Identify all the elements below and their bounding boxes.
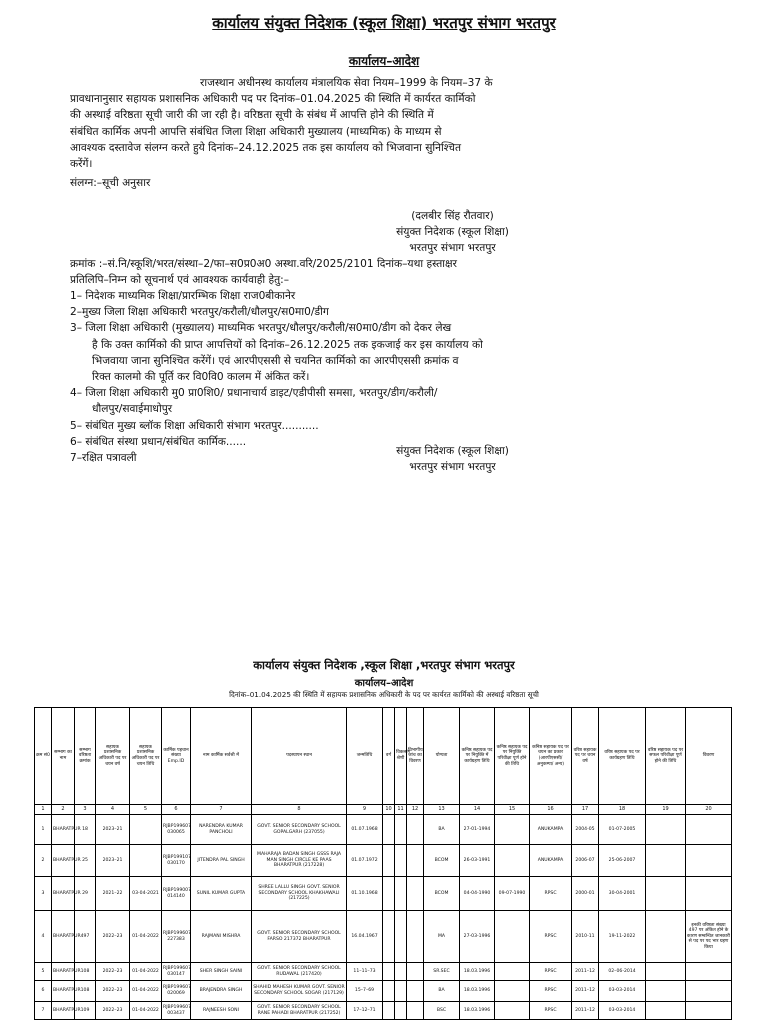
- table-cell: [495, 1002, 530, 1020]
- table-cell: 01-07-2005: [599, 815, 646, 845]
- table-cell: 2022–23: [96, 981, 130, 1002]
- table-cell: 108: [75, 981, 96, 1002]
- copy-item-cont: रिक्त कालमो की पूर्ति कर वि0वि0 कालम में अंकित करें।: [92, 371, 310, 384]
- table-cell: SR.SEC: [424, 963, 460, 981]
- header-cell: सम्भाग वरिष्ठता क्रमांक: [75, 708, 96, 805]
- reference-number: क्रमांक :–सं.नि/स्कूशि/भरत/संस्था–2/फा–स0प्र0अ0 अस्था.वरि/2025/2101 दिनांक–यथा हस्ताक्षर: [70, 258, 457, 270]
- header-cell: जन्मतिथि: [347, 708, 383, 805]
- column-number-cell: 20: [686, 805, 732, 815]
- table-cell: [646, 963, 686, 981]
- paragraph-line: प्रावधानानुसार सहायक प्रशासनिक अधिकारी पद पर दिनांक–01.04.2025 की स्थिति में कार्यरत कार्मिको: [70, 93, 476, 106]
- column-number-cell: 5: [130, 805, 162, 815]
- table-cell: RJBP199107 030170: [162, 845, 191, 877]
- table-cell: RPSC: [530, 981, 572, 1002]
- table-cell: [646, 845, 686, 877]
- paragraph-line: राजस्थान अधीनस्थ कार्यालय मंत्रालयिक सेवा नियम–1999 के नियम–37 के: [200, 77, 493, 89]
- paragraph-line: करेंगें।: [70, 158, 93, 171]
- table-cell: 03-03-2014: [599, 981, 646, 1002]
- table-cell: RAJMANI MISHRA: [191, 911, 252, 963]
- table-cell: 30-04-2001: [599, 877, 646, 911]
- paragraph-line: आवश्यक दस्तावेज संलग्न करते हुये दिनांक–24.12.2025 तक इस कार्यालय को भिजवाना सुनिश्चित: [70, 141, 461, 154]
- table-cell: [686, 963, 732, 981]
- table-cell: [130, 815, 162, 845]
- table-cell: 18.03.1996: [460, 981, 495, 1002]
- table-cell: 4: [35, 911, 52, 963]
- table-cell: SHAHID MAHESH KUMAR GOVT. SENIOR SECONDARY SCHOOL SOGAR (217129): [252, 981, 347, 1002]
- table-cell: 29: [75, 877, 96, 911]
- table-cell: 25: [75, 845, 96, 877]
- table-cell: 18.03.1996: [460, 1002, 495, 1020]
- signature-block-2: [380, 443, 525, 475]
- copy-heading: प्रतिलिपि–निम्न को सूचनार्थ एवं आवश्यक कार्यवाही हेतु:–: [70, 274, 290, 286]
- table-cell: 01.07.1968: [347, 815, 383, 845]
- table-cell: 109: [75, 1002, 96, 1020]
- column-number-cell: 10: [383, 805, 395, 815]
- copy-item-cont: धौलपुर/सवाईमाधोपुर: [92, 403, 173, 416]
- table-cell: 27-03-1996: [460, 911, 495, 963]
- column-number-cell: 4: [96, 805, 130, 815]
- table-cell: RJBP199607 030065: [162, 815, 191, 845]
- header-cell: क्रम सं0: [35, 708, 52, 805]
- table-cell: [407, 911, 424, 963]
- table-cell: BA: [424, 981, 460, 1002]
- header-cell: सम्भाग का नाम: [52, 708, 75, 805]
- table-cell: [395, 911, 407, 963]
- table-cell: BSC: [424, 1002, 460, 1020]
- header-cell: वरिष्ठ सहायक पद पर चयन वर्ष: [572, 708, 599, 805]
- table-cell: [495, 963, 530, 981]
- table-cell: NARENDRA KUMAR PANCHOLI: [191, 815, 252, 845]
- table-cell: GOVT. SENIOR SECONDARY SCHOOL FARSO 217372 BHARATPUR: [252, 911, 347, 963]
- table-cell: ANUKAMPA: [530, 845, 572, 877]
- table-cell: [383, 877, 395, 911]
- signatory-office: भरतपुर संभाग भरतपुर: [409, 242, 496, 255]
- table-cell: RPSC: [530, 877, 572, 911]
- column-number-row: [35, 805, 732, 815]
- column-number-cell: 11: [395, 805, 407, 815]
- table-cell: [407, 1002, 424, 1020]
- table-cell: 17–12–71: [347, 1002, 383, 1020]
- table-cell: [383, 815, 395, 845]
- copy-item: 5– संबंधित मुख्य ब्लॉक शिक्षा अधिकारी संभाग भरतपुर...........: [70, 419, 319, 432]
- table-cell: BHARATPUR: [52, 911, 75, 963]
- table-cell: [407, 815, 424, 845]
- table-cell: SHREE LALLU SINGH GOVT. SENIOR SECONDARY SCHOOL KHAKHAWALI (217225): [252, 877, 347, 911]
- table-cell: RPSC: [530, 963, 572, 981]
- table-cell: RPSC: [530, 1002, 572, 1020]
- table-cell: 2021–22: [96, 877, 130, 911]
- table-cell: MAHARAJA BADAN SINGH GSSS RAJA MAN SINGH CIRCLE KE PAAS BHARATPUR (217228): [252, 845, 347, 877]
- table-cell: [646, 911, 686, 963]
- paragraph-line: की अस्थाई वरिष्ठता सूची जारी की जा रही है। वरिष्ठता सूची के संबंध में आपत्ति होने की स्थिति में: [70, 109, 434, 122]
- office-title-2: कार्यालय संयुक्त निदेशक ,स्कूल शिक्षा ,भरतपुर संभाग भरतपुर: [253, 658, 515, 672]
- table-cell: [646, 981, 686, 1002]
- column-number-cell: 16: [530, 805, 572, 815]
- table-cell: 1: [35, 815, 52, 845]
- table-cell: [395, 877, 407, 911]
- header-cell: कनिष्ठ सहायक पद पर नियुक्ति परिवीक्षा पूर्ण होने की तिथि: [495, 708, 530, 805]
- table-cell: [383, 845, 395, 877]
- table-cell: 2000-01: [572, 877, 599, 911]
- table-cell: 7: [35, 1002, 52, 1020]
- table-cell: RJBP199607 030147: [162, 963, 191, 981]
- table-cell: GOVT. SENIOR SECONDARY SCHOOL GOPALGARH (237055): [252, 815, 347, 845]
- table-cell: RPSC: [530, 911, 572, 963]
- table-cell: 2010-11: [572, 911, 599, 963]
- table-cell: [383, 963, 395, 981]
- column-number-cell: 15: [495, 805, 530, 815]
- table-cell: 2023–21: [96, 845, 130, 877]
- table-cell: [686, 877, 732, 911]
- column-number-cell: 7: [191, 805, 252, 815]
- table-cell: 3: [35, 877, 52, 911]
- table-cell: BHARATPUR: [52, 815, 75, 845]
- table-cell: [383, 911, 395, 963]
- table-cell: ANUKAMPA: [530, 815, 572, 845]
- list-subtitle: दिनांक–01.04.2025 की स्थिति में सहायक प्रशासनिक अधिकारी के पद पर कार्यरत कार्मिको की अस्थाई वरिष्ठता सूची: [229, 690, 539, 699]
- table-cell: [495, 845, 530, 877]
- office-title: कार्यालय संयुक्त निदेशक (स्कूल शिक्षा) भरतपुर संभाग भरतपुर: [212, 14, 556, 32]
- header-cell: योग्यता: [424, 708, 460, 805]
- table-cell: 25-06-2007: [599, 845, 646, 877]
- table-cell: BA: [424, 815, 460, 845]
- table-cell: 2023–21: [96, 815, 130, 845]
- table-cell: 497: [75, 911, 96, 963]
- table-cell: RJBP199607 020069: [162, 981, 191, 1002]
- table-cell: 04-04-1990: [460, 877, 495, 911]
- column-number-cell: 8: [252, 805, 347, 815]
- table-row: [35, 911, 732, 963]
- table-row: [35, 963, 732, 981]
- column-number-cell: 19: [646, 805, 686, 815]
- header-cell: वरिष्ठ सहायक पद पर सफल परिवीक्षा पूर्ण होने की तिथि: [646, 708, 686, 805]
- order-paragraph: [70, 75, 532, 172]
- signatory-office: भरतपुर संभाग भरतपुर: [409, 461, 496, 474]
- table-header-row: [35, 708, 732, 805]
- column-number-cell: 14: [460, 805, 495, 815]
- table-cell: 2004-05: [572, 815, 599, 845]
- column-number-cell: 6: [162, 805, 191, 815]
- table-cell: 01-04-2022: [130, 1002, 162, 1020]
- table-row: [35, 1002, 732, 1020]
- header-cell: सहायक प्रशासनिक अधिकारी पद पर चयन वर्ष: [96, 708, 130, 805]
- table-cell: 19-11-2022: [599, 911, 646, 963]
- header-cell: विवरण: [686, 708, 732, 805]
- copy-item: 3– जिला शिक्षा अधिकारी (मुख्यालय) माध्यमिक भरतपुर/धौलपुर/करौली/स0मा0/डीग को देकर लेख: [70, 322, 452, 335]
- table-cell: 2022–23: [96, 1002, 130, 1020]
- table-cell: [646, 1002, 686, 1020]
- copy-item-cont: है कि उक्त कार्मिको की प्राप्त आपत्तियों को दिनांक–26.12.2025 तक इकजाई कर इस कार्यालय को: [92, 338, 483, 351]
- table-cell: [395, 981, 407, 1002]
- table-cell: BRAJENDRA SINGH: [191, 981, 252, 1002]
- table-cell: [407, 981, 424, 1002]
- copy-item: 4– जिला शिक्षा अधिकारी मु0 प्रा0शि0/ प्रधानाचार्य डाइट/एडीपीसी समसा, भरतपुर/डीग/करौली/: [70, 387, 438, 400]
- table-row: [35, 815, 732, 845]
- table-row: [35, 981, 732, 1002]
- table-cell: SUNIL KUMAR GUPTA: [191, 877, 252, 911]
- header-cell: कनिष्ठ सहायक पद पर नियुक्ति में कार्यग्रहण तिथि: [460, 708, 495, 805]
- table-cell: 18.03.1996: [460, 963, 495, 981]
- table-cell: 2006-07: [572, 845, 599, 877]
- table-cell: [395, 845, 407, 877]
- table-cell: [383, 1002, 395, 1020]
- table-cell: BHARATPUR: [52, 877, 75, 911]
- table-cell: [495, 911, 530, 963]
- order-heading-2: कार्यालय–आदेश: [354, 678, 414, 689]
- table-cell: [686, 815, 732, 845]
- table-cell: 26-03-1991: [460, 845, 495, 877]
- table-cell: BHARATPUR: [52, 845, 75, 877]
- table-cell: BHARATPUR: [52, 963, 75, 981]
- table-cell: 01-04-2022: [130, 963, 162, 981]
- table-cell: [686, 845, 732, 877]
- enclosure-note: संलग्न:–सूची अनुसार: [70, 177, 151, 189]
- table-cell: 2: [35, 845, 52, 877]
- table-row: [35, 877, 732, 911]
- column-number-cell: 13: [424, 805, 460, 815]
- signatory-name: (दलबीर सिंह रौतवार): [411, 210, 494, 222]
- column-number-cell: 2: [52, 805, 75, 815]
- table-cell: 108: [75, 963, 96, 981]
- table-cell: 02–06-2014: [599, 963, 646, 981]
- table-cell: 2011–12: [572, 963, 599, 981]
- table-cell: [407, 963, 424, 981]
- table-cell: [407, 877, 424, 911]
- seniority-table: [34, 707, 732, 1020]
- table-cell: 2022–23: [96, 963, 130, 981]
- header-cell: कनिष्ठ सहायक पद पर चयन का प्रकार (आरपीएससी/अनुकम्पा/ अन्य): [530, 708, 572, 805]
- table-cell: BHARATPUR: [52, 981, 75, 1002]
- header-cell: सहायक प्रशासनिक अधिकारी पद पर चयन तिथि: [130, 708, 162, 805]
- table-cell: 5: [35, 963, 52, 981]
- table-cell: [407, 845, 424, 877]
- copy-item: 1– निदेशक माध्यमिक शिक्षा/प्रारम्भिक शिक्षा राज0बीकानेर: [70, 290, 296, 302]
- table-cell: 6: [35, 981, 52, 1002]
- table-cell: 01.07.1972: [347, 845, 383, 877]
- column-number-cell: 1: [35, 805, 52, 815]
- table-cell: 15–7–69: [347, 981, 383, 1002]
- table-cell: BCOM: [424, 877, 460, 911]
- column-number-cell: 9: [347, 805, 383, 815]
- column-number-cell: 3: [75, 805, 96, 815]
- table-cell: BHARATPUR: [52, 1002, 75, 1020]
- table-cell: RJBP199607 003437: [162, 1002, 191, 1020]
- copy-item: 7–रक्षित पत्रावली: [70, 452, 137, 465]
- order-heading: कार्यालय–आदेश: [348, 54, 420, 68]
- header-cell: नाम कार्मिक सर्वश्री में: [191, 708, 252, 805]
- table-cell: 09-07-1990: [495, 877, 530, 911]
- column-number-cell: 12: [407, 805, 424, 815]
- table-cell: 03-03-2014: [599, 1002, 646, 1020]
- table-cell: BCOM: [424, 845, 460, 877]
- table-cell: 2022–23: [96, 911, 130, 963]
- table-cell: MA: [424, 911, 460, 963]
- table-cell: [130, 845, 162, 877]
- table-cell: GOVT. SENIOR SECONDARY SCHOOL RANE PAHADI BHARATPUR (217252): [252, 1002, 347, 1020]
- table-row: [35, 845, 732, 877]
- table-cell: 16.04.1967: [347, 911, 383, 963]
- table-cell: [646, 815, 686, 845]
- copy-list: [70, 288, 540, 466]
- table-cell: GOVT. SENIOR SECONDARY SCHOOL RUDAWAL (217420): [252, 963, 347, 981]
- header-cell: वरिष्ठ सहायक पद पर कार्यग्रहण तिथि: [599, 708, 646, 805]
- column-number-cell: 17: [572, 805, 599, 815]
- table-cell: [383, 981, 395, 1002]
- table-cell: 01.10.1968: [347, 877, 383, 911]
- copy-item: 2–मुख्य जिला शिक्षा अधिकारी भरतपुर/करौली/धौलपुर/स0मा0/डीग: [70, 306, 329, 319]
- copy-item: 6– संबंधित संस्था प्रधान/संबंधित कार्मिक......: [70, 435, 247, 448]
- signatory-designation: संयुक्त निदेशक (स्कूल शिक्षा): [396, 445, 509, 457]
- table-cell: [395, 963, 407, 981]
- signatory-designation: संयुक्त निदेशक (स्कूल शिक्षा): [396, 226, 509, 239]
- table-cell: 03-04-2021: [130, 877, 162, 911]
- table-cell: [395, 815, 407, 845]
- table-cell: JITENDRA PAL SINGH: [191, 845, 252, 877]
- table-cell: 2011–12: [572, 1002, 599, 1020]
- paragraph-line: संबंधित कार्मिक अपनी आपत्ति संबंधित जिला शिक्षा अधिकारी मुख्यालय (माध्यमिक) के माध्यम से: [70, 125, 442, 138]
- table-cell: RAJNEESH SONI: [191, 1002, 252, 1020]
- header-cell: कार्मिक पहचान संख्या Emp.ID: [162, 708, 191, 805]
- table-cell: 01-04-2022: [130, 981, 162, 1002]
- table-cell: [495, 815, 530, 845]
- table-cell: [686, 981, 732, 1002]
- table-cell: [686, 1002, 732, 1020]
- table-cell: RJBP199007 014140: [162, 877, 191, 911]
- table-cell: 01-04-2022: [130, 911, 162, 963]
- table-cell: इनकी वरिष्ठता संख्या 497 पर अंकित होने के कारण सम्बन्धित जानकारी से पद पर पद भार ग्रहण किया: [686, 911, 732, 963]
- table-cell: [495, 981, 530, 1002]
- table-cell: 27-01-1994: [460, 815, 495, 845]
- header-cell: विकलांग श्रेणी: [395, 708, 407, 805]
- table-cell: [646, 877, 686, 911]
- table-cell: [395, 1002, 407, 1020]
- table-cell: 11–11–73: [347, 963, 383, 981]
- table-cell: 18: [75, 815, 96, 845]
- column-number-cell: 18: [599, 805, 646, 815]
- header-cell: पदस्थापन स्थान: [252, 708, 347, 805]
- header-cell: वर्ग: [383, 708, 395, 805]
- table-cell: 2011–12: [572, 981, 599, 1002]
- copy-item-cont: भिजवाया जाना सुनिश्चित करेंगें। एवं आरपीएससी से चयनित कार्मिको का आरपीएससी क्रमांक व: [92, 354, 459, 367]
- table-cell: SHER SINGH SAINI: [191, 963, 252, 981]
- signature-block: [385, 208, 520, 257]
- header-cell: विभागीय जांच का विवरण: [407, 708, 424, 805]
- table-cell: RJBP199607 227383: [162, 911, 191, 963]
